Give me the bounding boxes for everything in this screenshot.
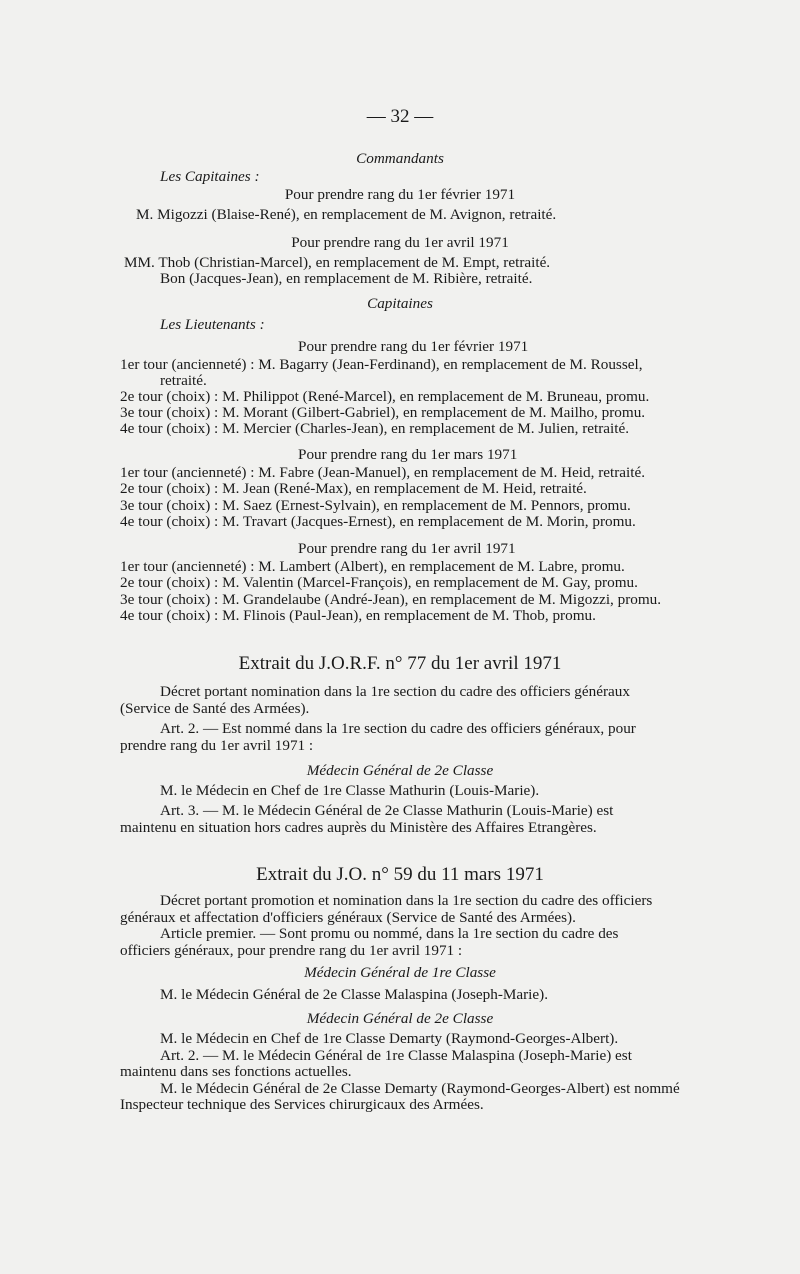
subheading: Médecin Général de 2e Classe — [306, 762, 494, 779]
list-item: 1er tour (ancienneté) : M. Bagarry (Jean-Ferdinand), en remplacement de M. Roussel, — [120, 356, 643, 373]
paragraph-line: M. le Médecin Général de 2e Classe Malaspina (Joseph-Marie). — [160, 986, 548, 1003]
list-item: 2e tour (choix) : M. Valentin (Marcel-François), en remplacement de M. Gay, promu. — [120, 574, 638, 591]
paragraph-line: Article premier. — Sont promu ou nommé, dans la 1re section du cadre des — [160, 925, 619, 942]
rank-feb-1971: Pour prendre rang du 1er février 1971 — [284, 186, 516, 203]
section-title-jo-59: Extrait du J.O. n° 59 du 11 mars 1971 — [256, 864, 544, 885]
rank-apr-1971: Pour prendre rang du 1er avril 1971 — [291, 234, 509, 251]
list-item: 3e tour (choix) : M. Morant (Gilbert-Gabriel), en remplacement de M. Mailho, promu. — [120, 404, 646, 421]
section-title-jorf-77: Extrait du J.O.R.F. n° 77 du 1er avril 1971 — [238, 653, 562, 674]
label-les-lieutenants: Les Lieutenants : — [160, 316, 265, 333]
paragraph-line: maintenu dans ses fonctions actuelles. — [120, 1063, 352, 1080]
page-number: — 32 — — [366, 106, 434, 127]
rank-apr-1971-lt: Pour prendre rang du 1er avril 1971 — [298, 540, 516, 557]
paragraph-line: officiers généraux, pour prendre rang du 1er avril 1971 : — [120, 942, 463, 959]
paragraph-line: M. le Médecin en Chef de 1re Classe Mathurin (Louis-Marie). — [160, 782, 540, 799]
paragraph-line: Art. 3. — M. le Médecin Général de 2e Classe Mathurin (Louis-Marie) est — [160, 802, 614, 819]
list-item: 3e tour (choix) : M. Saez (Ernest-Sylvain), en remplacement de M. Pennors, promu. — [120, 497, 631, 514]
rank-feb-1971-lt: Pour prendre rang du 1er février 1971 — [298, 338, 529, 355]
list-item: 2e tour (choix) : M. Philippot (René-Marcel), en remplacement de M. Bruneau, promu. — [120, 388, 650, 405]
label-les-capitaines: Les Capitaines : — [160, 168, 260, 185]
list-item: 1er tour (ancienneté) : M. Lambert (Albert), en remplacement de M. Labre, promu. — [120, 558, 625, 575]
paragraph-line: Art. 2. — Est nommé dans la 1re section du cadre des officiers généraux, pour — [160, 720, 636, 737]
paragraph-line: prendre rang du 1er avril 1971 : — [120, 737, 314, 754]
subheading: Médecin Général de 1re Classe — [304, 964, 496, 981]
entry-bon: Bon (Jacques-Jean), en remplacement de M. Ribière, retraité. — [160, 270, 533, 287]
list-item: 4e tour (choix) : M. Flinois (Paul-Jean), en remplacement de M. Thob, promu. — [120, 607, 596, 624]
paragraph-line: M. le Médecin en Chef de 1re Classe Demarty (Raymond-Georges-Albert). — [160, 1030, 619, 1047]
list-item: 4e tour (choix) : M. Travart (Jacques-Ernest), en remplacement de M. Morin, promu. — [120, 513, 636, 530]
paragraph-line: M. le Médecin Général de 2e Classe Demarty (Raymond-Georges-Albert) est nommé — [160, 1080, 680, 1097]
heading-capitaines: Capitaines — [367, 295, 433, 312]
list-item: 3e tour (choix) : M. Grandelaube (André-Jean), en remplacement de M. Migozzi, promu. — [120, 591, 662, 608]
paragraph-line: (Service de Santé des Armées). — [120, 700, 310, 717]
paragraph-line: Art. 2. — M. le Médecin Général de 1re Classe Malaspina (Joseph-Marie) est — [160, 1047, 632, 1064]
list-item: 1er tour (ancienneté) : M. Fabre (Jean-Manuel), en remplacement de M. Heid, retraité. — [120, 464, 646, 481]
entry-thob: MM. Thob (Christian-Marcel), en remplacement de M. Empt, retraité. — [124, 254, 551, 271]
entry-migozzi: M. Migozzi (Blaise-René), en remplacement de M. Avignon, retraité. — [136, 206, 557, 223]
paragraph-line: généraux et affectation d'officiers généraux (Service de Santé des Armées). — [120, 909, 576, 926]
paragraph-line: maintenu en situation hors cadres auprès du Ministère des Affaires Etrangères. — [120, 819, 597, 836]
paragraph-line: Inspecteur technique des Services chirurgicaux des Armées. — [120, 1096, 484, 1113]
paragraph-line: Décret portant nomination dans la 1re section du cadre des officiers généraux — [160, 683, 630, 700]
paragraph-line: Décret portant promotion et nomination dans la 1re section du cadre des officiers — [160, 892, 653, 909]
heading-commandants: Commandants — [356, 150, 444, 167]
list-item: 2e tour (choix) : M. Jean (René-Max), en remplacement de M. Heid, retraité. — [120, 480, 587, 497]
list-item: retraité. — [160, 372, 207, 389]
rank-mar-1971: Pour prendre rang du 1er mars 1971 — [298, 446, 518, 463]
subheading: Médecin Général de 2e Classe — [306, 1010, 494, 1027]
list-item: 4e tour (choix) : M. Mercier (Charles-Jean), en remplacement de M. Julien, retraité. — [120, 420, 630, 437]
